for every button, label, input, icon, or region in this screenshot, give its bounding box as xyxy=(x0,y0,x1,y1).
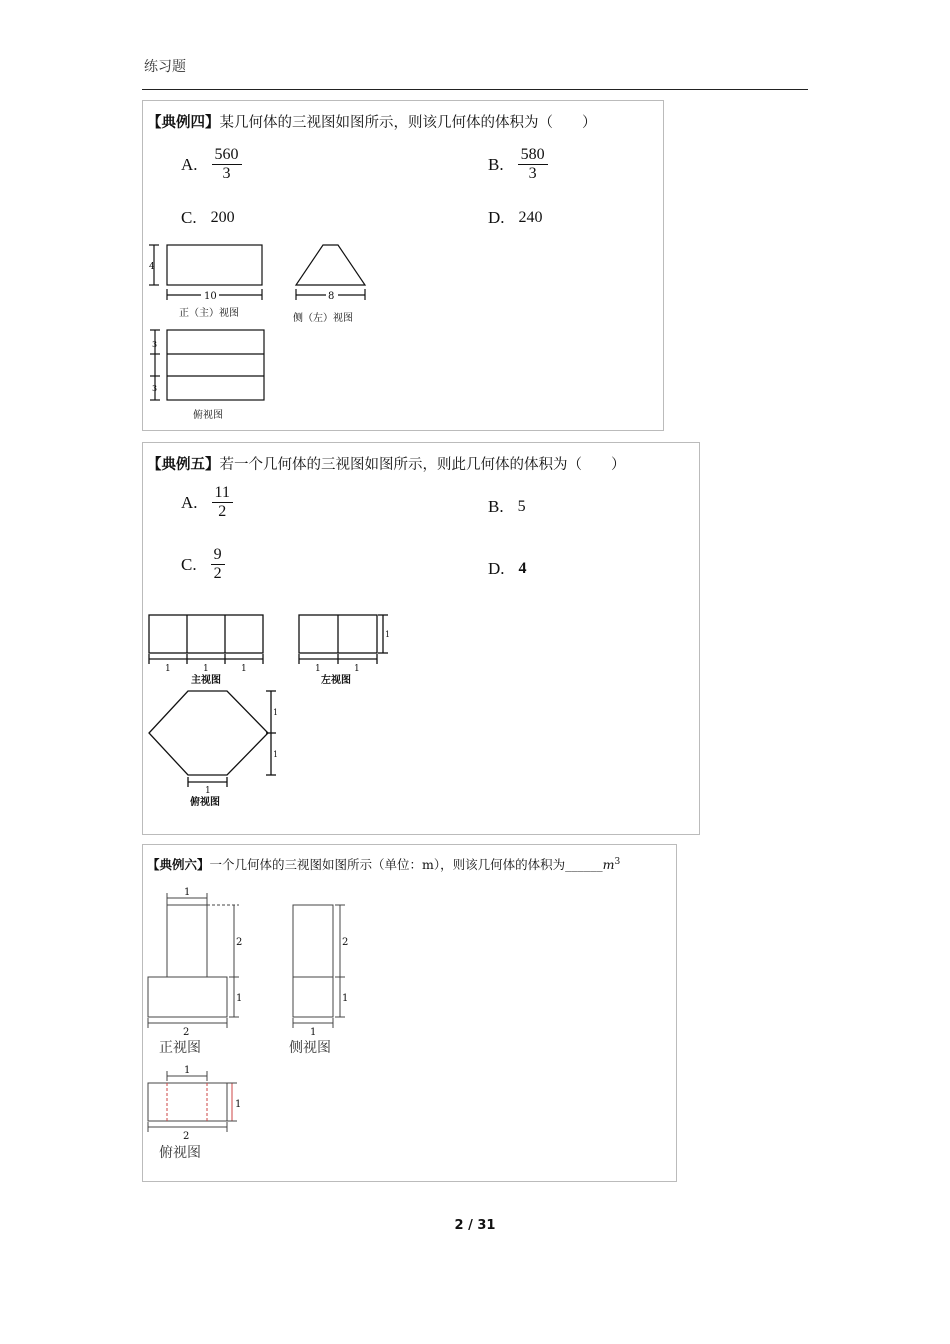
ex6-front-h2: 1 xyxy=(236,993,243,1004)
ex4-side-caption: 侧（左）视图 xyxy=(293,313,353,324)
ex4-front-width: 10 xyxy=(204,291,217,302)
ex4-option-c: C. 200 xyxy=(181,208,235,227)
example-4-box xyxy=(142,100,664,431)
example-4-tag: 【典例四】 xyxy=(147,115,220,131)
ex5-side-dim-1: 1 xyxy=(315,664,321,674)
ex5-top-width: 1 xyxy=(205,786,211,796)
example-6-box xyxy=(142,844,677,1182)
ex5-side-height: 1 xyxy=(385,630,391,639)
ex6-side-h1: 2 xyxy=(342,937,349,948)
ex6-side-h2: 1 xyxy=(342,993,349,1004)
ex5-option-a: A. $\frac{11}{2}$ xyxy=(181,484,233,522)
ex5-top-caption: 俯视图 xyxy=(190,797,220,808)
ex5-front-dim-2: 1 xyxy=(203,664,209,674)
example-5-question xyxy=(147,453,626,474)
ex4-front-caption: 正（主）视图 xyxy=(179,308,239,319)
fraction: $\frac{11}{2}$ xyxy=(212,484,233,522)
ex5-top-h-1: 1 xyxy=(273,708,279,717)
ex6-top-width: 2 xyxy=(183,1131,190,1142)
example-6-tag: 【典例六】 xyxy=(147,857,210,872)
ex4-top-caption: 俯视图 xyxy=(193,410,223,421)
ex4-front-height: 4 xyxy=(149,262,155,272)
example-6-unit-exp: 3 xyxy=(614,856,621,867)
ex5-top-h-2: 1 xyxy=(273,750,279,759)
ex4-side-width: 8 xyxy=(328,291,335,302)
ex6-side-caption: 侧视图 xyxy=(289,1040,331,1056)
ex4-side-view xyxy=(296,245,365,285)
example-4-question xyxy=(147,111,597,132)
example-6-question xyxy=(147,855,620,873)
ex5-option-b: B. 5 xyxy=(488,497,526,516)
example-6-unit: m xyxy=(602,857,615,872)
example-6-text: 一个几何体的三视图如图所示（单位：m），则该几何体的体积为______ xyxy=(209,857,603,872)
ex5-front-view xyxy=(149,615,263,653)
ex5-front-caption: 主视图 xyxy=(191,675,221,686)
ex6-front-caption: 正视图 xyxy=(159,1040,201,1056)
ex5-front-dim-3: 1 xyxy=(241,664,247,674)
ex4-option-a: A. $\frac{560}{3}$ xyxy=(181,146,242,184)
ex5-front-dim-1: 1 xyxy=(165,664,171,674)
ex6-top-height: 1 xyxy=(235,1099,242,1110)
ex4-option-b: B. $\frac{580}{3}$ xyxy=(488,146,548,184)
ex4-front-view xyxy=(167,245,262,285)
page-number: 2 / 31 xyxy=(454,1218,496,1233)
ex6-top-view xyxy=(148,1083,227,1121)
ex4-top-dim-2: 3 xyxy=(152,384,158,393)
ex5-three-view-figure xyxy=(143,609,413,809)
ex4-top-dim-1: 3 xyxy=(152,340,158,349)
ex6-front-view-upper xyxy=(167,905,207,977)
ex4-three-view-figure xyxy=(143,237,393,427)
example-4-text: 某几何体的三视图如图所示，则该几何体的体积为（ ） xyxy=(219,115,597,131)
ex6-side-view xyxy=(293,905,333,1017)
example-5-tag: 【典例五】 xyxy=(147,457,220,473)
example-5-text: 若一个几何体的三视图如图所示，则此几何体的体积为（ ） xyxy=(219,457,626,473)
ex4-top-view xyxy=(167,330,264,400)
ex5-option-c: C. $\frac{9}{2}$ xyxy=(181,546,225,584)
ex6-three-view-figure xyxy=(143,885,383,1185)
ex5-option-d: D. 4 xyxy=(488,559,527,578)
ex6-front-h1: 2 xyxy=(236,937,243,948)
ex6-front-width: 2 xyxy=(183,1027,190,1038)
example-5-box xyxy=(142,442,700,835)
ex5-side-dim-2: 1 xyxy=(354,664,360,674)
fraction: $\frac{560}{3}$ xyxy=(212,146,242,184)
ex6-top-w1: 1 xyxy=(184,1065,191,1076)
ex6-top-caption: 俯视图 xyxy=(159,1145,201,1161)
ex5-side-caption: 左视图 xyxy=(321,675,351,686)
ex5-top-view xyxy=(149,691,268,775)
ex4-option-d: D. 240 xyxy=(488,208,543,227)
ex6-side-width: 1 xyxy=(310,1027,317,1038)
ex6-front-view-lower xyxy=(148,977,227,1017)
fraction: $\frac{9}{2}$ xyxy=(211,546,225,584)
page-header-title: 练习题 xyxy=(144,59,186,75)
ex6-front-top-width: 1 xyxy=(184,887,191,898)
header-rule xyxy=(142,89,808,90)
fraction: $\frac{580}{3}$ xyxy=(518,146,548,184)
